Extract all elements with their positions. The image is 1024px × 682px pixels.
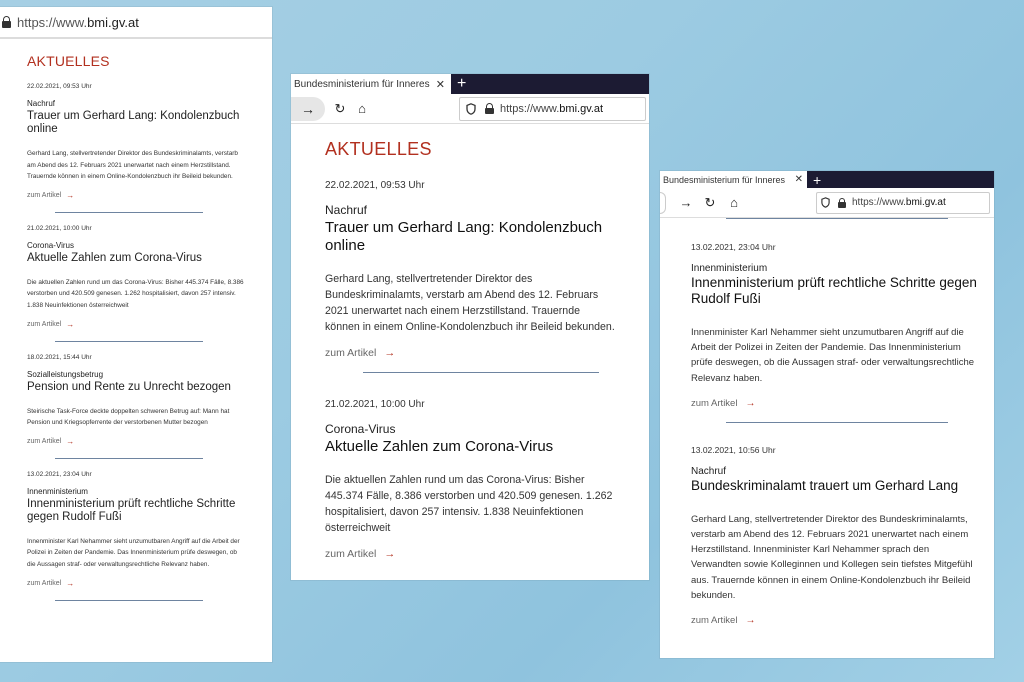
read-more-link[interactable]: zum Artikel →: [27, 436, 75, 446]
article-title[interactable]: Bundeskriminalamt trauert um Gerhard Lang: [691, 477, 959, 493]
article-teaser: Die aktuellen Zahlen rund um das Corona-Virus: Bisher 445.374 Fälle, 8.386 verstorben und 420.509 genesen. 1.262 hospitalisiert, davon 257 intensiv. 1.838 Neuinfektionen österreichweit: [27, 278, 244, 309]
lock-icon: [2, 16, 11, 28]
new-tab-button[interactable]: +: [813, 171, 822, 188]
read-more-link[interactable]: zum Artikel →: [691, 397, 756, 409]
new-tab-button[interactable]: +: [457, 75, 467, 92]
divider: [55, 212, 203, 213]
forward-button[interactable]: →: [679, 195, 693, 210]
arrow-right-icon: →: [66, 436, 75, 446]
divider: [55, 600, 203, 601]
shield-icon: [466, 103, 476, 115]
article-teaser: Steirische Task-Force deckte doppelten schweren Betrug auf: Mann hat Pension und Kriegsopferrente der verstorbenen Mutter bezogen: [27, 407, 230, 427]
article-title[interactable]: Pension und Rente zu Unrecht bezogen: [27, 380, 231, 393]
news-article: [27, 225, 245, 342]
article-teaser: Gerhard Lang, stellvertretender Direktor des Bundeskriminalamts, verstarb am Abend des 12. Februars 2021 unerwartet nach einem Herzstillstand. Trauernde können in einem Online-Kondolenzbuch ihr Beileid bekunden.: [325, 273, 615, 333]
read-more-link[interactable]: zum Artikel →: [325, 548, 396, 560]
forward-button[interactable]: →: [291, 97, 325, 121]
article-date: 13.02.2021, 23:04 Uhr: [691, 242, 776, 252]
close-icon[interactable]: ✕: [435, 78, 445, 91]
arrow-right-icon: →: [745, 615, 756, 627]
url-text: https://www.bmi.gv.at: [17, 14, 139, 30]
read-more-link[interactable]: zum Artikel →: [27, 578, 75, 588]
news-article: [27, 471, 245, 601]
article-date: 21.02.2021, 10:00 Uhr: [27, 224, 92, 232]
reload-icon[interactable]: ↻: [704, 194, 716, 210]
home-icon[interactable]: ⌂: [730, 195, 738, 210]
tab-bar: [660, 171, 994, 188]
news-list: [291, 124, 649, 560]
arrow-right-icon: →: [66, 319, 75, 329]
article-teaser: Innenminister Karl Nehammer sieht unzumutbaren Angriff auf die Arbeit der Polizei in Zeiten der Pandemie. Das Innenministerium prüfe deswegen, ob die Aussagen straf- oder verwaltungsrechtliche Relevanz haben.: [27, 537, 240, 568]
article-title[interactable]: Aktuelle Zahlen zum Corona-Virus: [27, 251, 202, 264]
back-button[interactable]: [660, 192, 666, 214]
news-list: [0, 39, 272, 601]
divider: [726, 422, 948, 423]
article-date: 13.02.2021, 23:04 Uhr: [27, 470, 92, 478]
tab-title: Bundesministerium für Inneres: [294, 78, 430, 90]
article-title[interactable]: Aktuelle Zahlen zum Corona-Virus: [325, 438, 554, 455]
home-icon[interactable]: ⌂: [358, 101, 366, 116]
read-more-link[interactable]: zum Artikel →: [27, 319, 75, 329]
divider: [55, 458, 203, 459]
tab-bar: [291, 74, 649, 94]
tab-title: Bundesministerium für Inneres: [663, 174, 786, 185]
browser-window-right: [660, 171, 994, 658]
article-title[interactable]: Innenministerium prüft rechtliche Schritte gegen Rudolf Fußi: [691, 275, 977, 306]
article-title[interactable]: Trauer um Gerhard Lang: Kondolenzbuch online: [325, 219, 603, 254]
url-text: https://www.bmi.gv.at: [852, 197, 946, 208]
arrow-right-icon: →: [745, 397, 756, 409]
address-bar[interactable]: [459, 97, 646, 121]
read-more-link[interactable]: zum Artikel →: [325, 347, 396, 359]
arrow-right-icon: →: [384, 347, 396, 359]
nav-bar: [291, 94, 649, 124]
nav-bar: [660, 188, 994, 218]
article-date: 22.02.2021, 09:53 Uhr: [27, 83, 92, 90]
news-article: [691, 445, 980, 626]
page-title: AKTUELLES: [27, 53, 110, 69]
article-date: 18.02.2021, 15:44 Uhr: [27, 353, 92, 361]
shield-icon: [821, 197, 830, 208]
article-teaser: Innenminister Karl Nehammer sieht unzumutbaren Angriff auf die Arbeit der Polizei in Zeiten der Pandemie. Das Innenministerium prüfe deswegen, ob die Aussagen straf- oder verwaltungsrechtliche Relevanz haben.: [691, 327, 975, 384]
article-teaser: Die aktuellen Zahlen rund um das Corona-Virus: Bisher 445.374 Fälle, 8.386 verstorben und 420.509 genesen. 1.262 hospitalisiert, davon 257 intensiv. 1.838 Neuinfektionen österreichweit: [325, 474, 613, 534]
article-category: Nachruf: [27, 99, 56, 108]
article-teaser: Gerhard Lang, stellvertretender Direktor des Bundeskriminalamts, verstarb am Abend des 12. Februars 2021 unerwartet nach einem Herzstillstand. Trauernde können in einem Online-Kondolenzbuch ihr Beileid bekunden.: [27, 150, 238, 181]
url-text: https://www.bmi.gv.at: [500, 102, 604, 115]
article-title[interactable]: Innenministerium prüft rechtliche Schritte gegen Rudolf Fußi: [27, 497, 236, 523]
article-category: Innenministerium: [691, 263, 768, 274]
news-article: [27, 354, 245, 459]
article-date: 13.02.2021, 10:56 Uhr: [691, 444, 776, 455]
article-category: Innenministerium: [27, 486, 88, 496]
reload-icon[interactable]: ↻: [334, 100, 346, 116]
news-list: [660, 219, 994, 626]
article-title[interactable]: Trauer um Gerhard Lang: Kondolenzbuch online: [27, 110, 240, 135]
arrow-right-icon: →: [384, 548, 396, 560]
divider: [55, 341, 203, 342]
page-title: AKTUELLES: [325, 139, 432, 159]
address-bar[interactable]: [0, 7, 272, 39]
read-more-link[interactable]: zum Artikel →: [27, 190, 75, 200]
article-teaser: Gerhard Lang, stellvertretender Direktor des Bundeskriminalamts, verstarb am Abend des 12. Februars 2021 unerwartet nach einem Herzstillstand. Innenminister Karl Nehammer sprach den Verwandten sowie Kolleginnen und Kollegen sein tiefstes Mitgefühl aus. Trauernde können in einem Online-Kondolenzbuch ihr Beileid bekunden.: [691, 513, 973, 601]
article-category: Corona-Virus: [27, 240, 74, 250]
tab-bmi[interactable]: [660, 171, 807, 188]
lock-icon: [838, 198, 846, 208]
read-more-link[interactable]: zum Artikel →: [691, 615, 756, 627]
close-icon[interactable]: ✕: [794, 174, 803, 185]
arrow-right-icon: →: [66, 190, 75, 200]
article-category: Nachruf: [325, 203, 368, 217]
browser-window-left: [0, 7, 272, 662]
news-article: [691, 242, 980, 423]
browser-window-center: [291, 74, 649, 580]
article-category: Corona-Virus: [325, 422, 396, 436]
article-category: Sozialleistungsbetrug: [27, 369, 104, 379]
article-date: 21.02.2021, 10:00 Uhr: [325, 399, 425, 410]
lock-icon: [485, 103, 494, 114]
news-article: [325, 180, 615, 373]
address-bar[interactable]: [816, 192, 990, 214]
article-category: Nachruf: [691, 465, 727, 477]
news-article: [27, 83, 245, 213]
tab-bmi[interactable]: [291, 74, 451, 94]
news-article: [325, 399, 615, 560]
arrow-right-icon: →: [66, 578, 75, 588]
divider: [363, 372, 599, 373]
article-date: 22.02.2021, 09:53 Uhr: [325, 180, 425, 191]
